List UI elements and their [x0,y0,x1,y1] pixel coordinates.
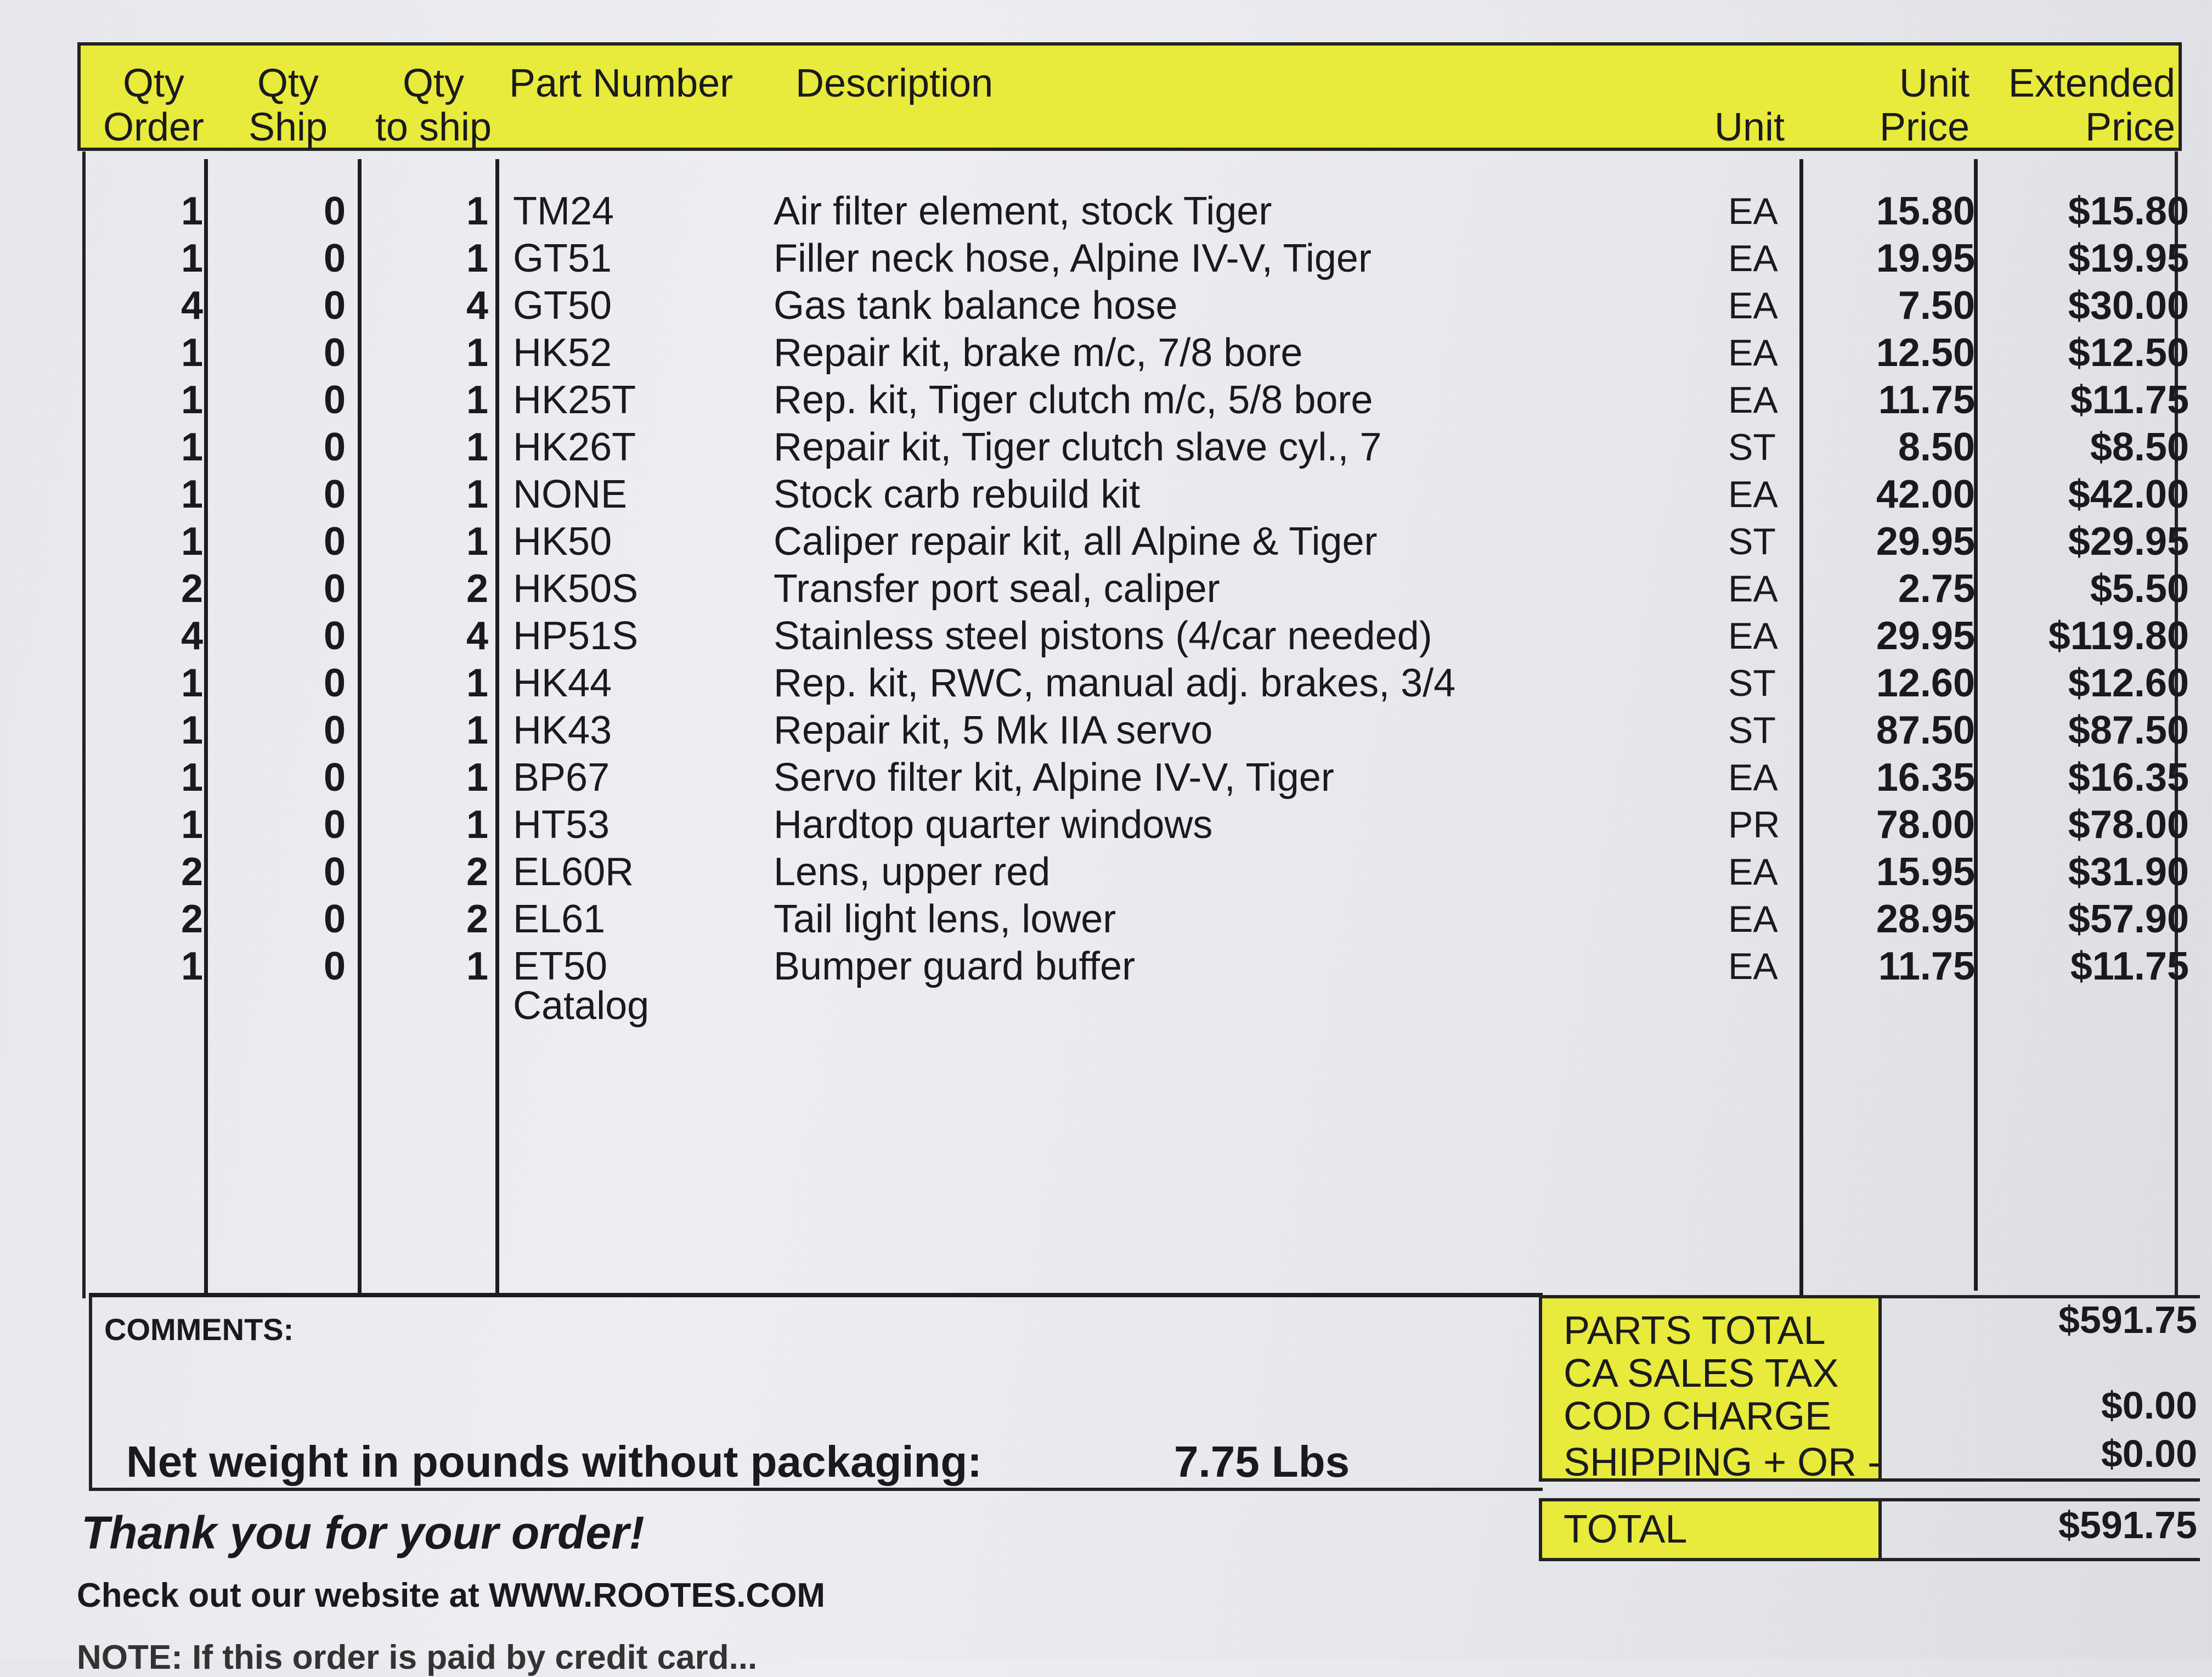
unit-price: 11.75 [1878,944,1975,988]
part-number: GT51 [513,237,612,280]
extended-price: $12.60 [2068,661,2189,705]
catalog-entry: Catalog [513,984,650,1028]
header-part-number: Part Number [509,61,733,105]
part-number: HK52 [513,331,612,375]
extended-price: $11.75 [2070,944,2189,988]
table-row [0,329,2212,376]
description: Transfer port seal, caliper [774,567,1220,611]
extended-price: $57.90 [2068,897,2189,941]
unit: ST [1728,426,1776,468]
qty-to-ship: 4 [466,284,488,328]
sales-tax-label: CA SALES TAX [1564,1352,1839,1395]
header-qty-to-ship-line2: to ship [375,105,492,149]
description: Rep. kit, Tiger clutch m/c, 5/8 bore [774,378,1373,422]
unit-price: 29.95 [1876,614,1975,658]
unit-price: 78.00 [1876,803,1975,847]
extended-price: $11.75 [2070,378,2189,422]
unit-price: 2.75 [1898,567,1975,611]
description: Servo filter kit, Alpine IV-V, Tiger [774,756,1334,800]
unit: EA [1728,332,1778,374]
qty-order: 2 [180,850,203,894]
unit: EA [1728,898,1778,940]
qty-to-ship: 2 [466,850,488,894]
qty-order: 1 [180,520,203,564]
qty-order: 1 [180,378,203,422]
description: Rep. kit, RWC, manual adj. brakes, 3/4 [774,661,1456,705]
qty-to-ship: 1 [466,472,488,516]
qty-to-ship: 1 [466,520,488,564]
qty-order: 1 [180,472,203,516]
qty-ship: 0 [323,944,346,988]
part-number: EL61 [513,897,606,941]
unit-price: 7.50 [1898,284,1975,328]
part-number: ET50 [513,944,608,988]
unit: EA [1728,851,1778,893]
extended-price: $5.50 [2090,567,2189,611]
qty-order: 4 [180,284,203,328]
unit-price: 15.80 [1876,189,1975,233]
table-row [0,660,2212,707]
table-row [0,282,2212,329]
unit: EA [1728,379,1778,421]
unit: ST [1728,710,1776,751]
total-value: $591.75 [2058,1504,2197,1546]
description: Bumper guard buffer [774,944,1136,988]
extended-price: $15.80 [2068,189,2189,233]
extended-price: $29.95 [2068,520,2189,564]
part-number: BP67 [513,756,610,800]
comments-label: COMMENTS: [104,1312,294,1347]
extended-price: $78.00 [2068,803,2189,847]
qty-ship: 0 [323,803,346,847]
header-qty-order-line2: Order [103,105,205,149]
part-number: TM24 [513,189,614,233]
description: Tail light lens, lower [774,897,1116,941]
header-unit: Unit [1714,105,1785,149]
unit: ST [1728,521,1776,562]
unit-price: 87.50 [1876,708,1975,752]
description: Hardtop quarter windows [774,803,1213,847]
extended-price: $16.35 [2068,756,2189,800]
unit: EA [1728,474,1778,515]
qty-ship: 0 [323,897,346,941]
unit: EA [1728,757,1778,798]
qty-order: 1 [180,237,203,280]
header-description: Description [795,61,994,105]
part-number: HK26T [513,425,636,469]
extended-price: $30.00 [2068,284,2189,328]
unit: ST [1728,662,1776,704]
qty-order: 1 [180,756,203,800]
table-row [0,235,2212,282]
unit-price: 12.50 [1876,331,1975,375]
description: Gas tank balance hose [774,284,1178,328]
qty-ship: 0 [323,708,346,752]
net-weight-value: 7.75 Lbs [1174,1437,1350,1486]
qty-to-ship: 2 [466,897,488,941]
unit-price: 19.95 [1876,237,1975,280]
header-extended-price-line1: Extended [2008,61,2175,105]
table-row [0,754,2212,801]
qty-order: 1 [180,189,203,233]
unit-price: 42.00 [1876,472,1975,516]
table-row [0,471,2212,518]
qty-ship: 0 [323,614,346,658]
qty-ship: 0 [323,331,346,375]
unit: EA [1728,615,1778,657]
shipping-label: SHIPPING + OR - [1564,1440,1881,1484]
part-number: GT50 [513,284,612,328]
qty-order: 1 [180,803,203,847]
qty-to-ship: 1 [466,425,488,469]
description: Stock carb rebuild kit [774,472,1141,516]
header-unit-price-line2: Price [1879,105,1970,149]
qty-to-ship: 1 [466,189,488,233]
qty-ship: 0 [323,472,346,516]
extended-price: $119.80 [2048,614,2189,658]
qty-to-ship: 1 [466,661,488,705]
table-row [0,565,2212,612]
unit-price: 12.60 [1876,661,1975,705]
qty-ship: 0 [323,520,346,564]
unit-price: 16.35 [1876,756,1975,800]
qty-ship: 0 [323,567,346,611]
extended-price: $87.50 [2068,708,2189,752]
table-row [0,943,2212,990]
qty-to-ship: 2 [466,567,488,611]
qty-order: 2 [180,567,203,611]
qty-to-ship: 1 [466,237,488,280]
unit-price: 29.95 [1876,520,1975,564]
description: Repair kit, Tiger clutch slave cyl., 7 [774,425,1382,469]
header-qty-order-line1: Qty [122,61,184,105]
header-qty-to-ship-line1: Qty [402,61,464,105]
unit: EA [1728,238,1778,279]
extended-price: $19.95 [2068,237,2189,280]
header-unit-price-line1: Unit [1899,61,1970,105]
cod-charge-label: COD CHARGE [1564,1394,1832,1438]
part-number: HK44 [513,661,612,705]
qty-ship: 0 [323,189,346,233]
extended-price: $8.50 [2090,425,2189,469]
parts-total-value: $591.75 [2058,1298,2197,1341]
table-row [0,424,2212,471]
unit-price: 28.95 [1876,897,1975,941]
part-number: EL60R [513,850,634,894]
part-number: HK50 [513,520,612,564]
qty-order: 1 [180,661,203,705]
part-number: HK25T [513,378,636,422]
table-row [0,518,2212,565]
parts-total-label: PARTS TOTAL [1564,1309,1826,1353]
qty-to-ship: 1 [466,944,488,988]
qty-ship: 0 [323,237,346,280]
thank-you-message: Thank you for your order! [81,1507,645,1558]
qty-ship: 0 [323,756,346,800]
header-extended-price-line2: Price [2085,105,2175,149]
note-text: NOTE: If this order is paid by credit card... [77,1639,758,1676]
part-number: HP51S [513,614,639,658]
qty-order: 2 [180,897,203,941]
table-row [0,188,2212,235]
qty-order: 1 [180,425,203,469]
description: Repair kit, brake m/c, 7/8 bore [774,331,1303,375]
description: Caliper repair kit, all Alpine & Tiger [774,520,1378,564]
unit-price: 15.95 [1876,850,1975,894]
unit-price: 8.50 [1898,425,1975,469]
qty-ship: 0 [323,661,346,705]
unit: PR [1728,804,1780,846]
description: Repair kit, 5 Mk IIA servo [774,708,1213,752]
unit: EA [1728,190,1778,232]
table-row [0,376,2212,424]
qty-order: 4 [180,614,203,658]
qty-to-ship: 1 [466,803,488,847]
description: Lens, upper red [774,850,1051,894]
qty-to-ship: 1 [466,331,488,375]
description: Stainless steel pistons (4/car needed) [774,614,1432,658]
net-weight-label: Net weight in pounds without packaging: [126,1437,982,1486]
qty-ship: 0 [323,284,346,328]
unit: EA [1728,568,1778,610]
part-number: HT53 [513,803,610,847]
table-row [0,612,2212,660]
unit: EA [1728,285,1778,327]
extended-price: $12.50 [2068,331,2189,375]
header-qty-ship-line2: Ship [248,105,328,149]
table-row [0,801,2212,848]
qty-to-ship: 1 [466,378,488,422]
website-message: Check out our website at WWW.ROOTES.COM [77,1577,826,1614]
qty-ship: 0 [323,850,346,894]
part-number: HK50S [513,567,639,611]
qty-order: 1 [180,944,203,988]
table-row [0,707,2212,754]
header-qty-ship-line1: Qty [257,61,319,105]
qty-to-ship: 1 [466,708,488,752]
extended-price: $31.90 [2068,850,2189,894]
table-row [0,848,2212,896]
qty-order: 1 [180,708,203,752]
qty-ship: 0 [323,378,346,422]
unit: EA [1728,946,1778,987]
qty-order: 1 [180,331,203,375]
part-number: HK43 [513,708,612,752]
table-row [0,896,2212,943]
unit-price: 11.75 [1878,378,1975,422]
qty-to-ship: 1 [466,756,488,800]
shipping-value: $0.00 [2101,1432,2197,1475]
description: Air filter element, stock Tiger [774,189,1272,233]
qty-ship: 0 [323,425,346,469]
extended-price: $42.00 [2068,472,2189,516]
cod-charge-value: $0.00 [2101,1384,2197,1427]
part-number: NONE [513,472,628,516]
total-label: TOTAL [1564,1507,1688,1551]
qty-to-ship: 4 [466,614,488,658]
description: Filler neck hose, Alpine IV-V, Tiger [774,237,1372,280]
